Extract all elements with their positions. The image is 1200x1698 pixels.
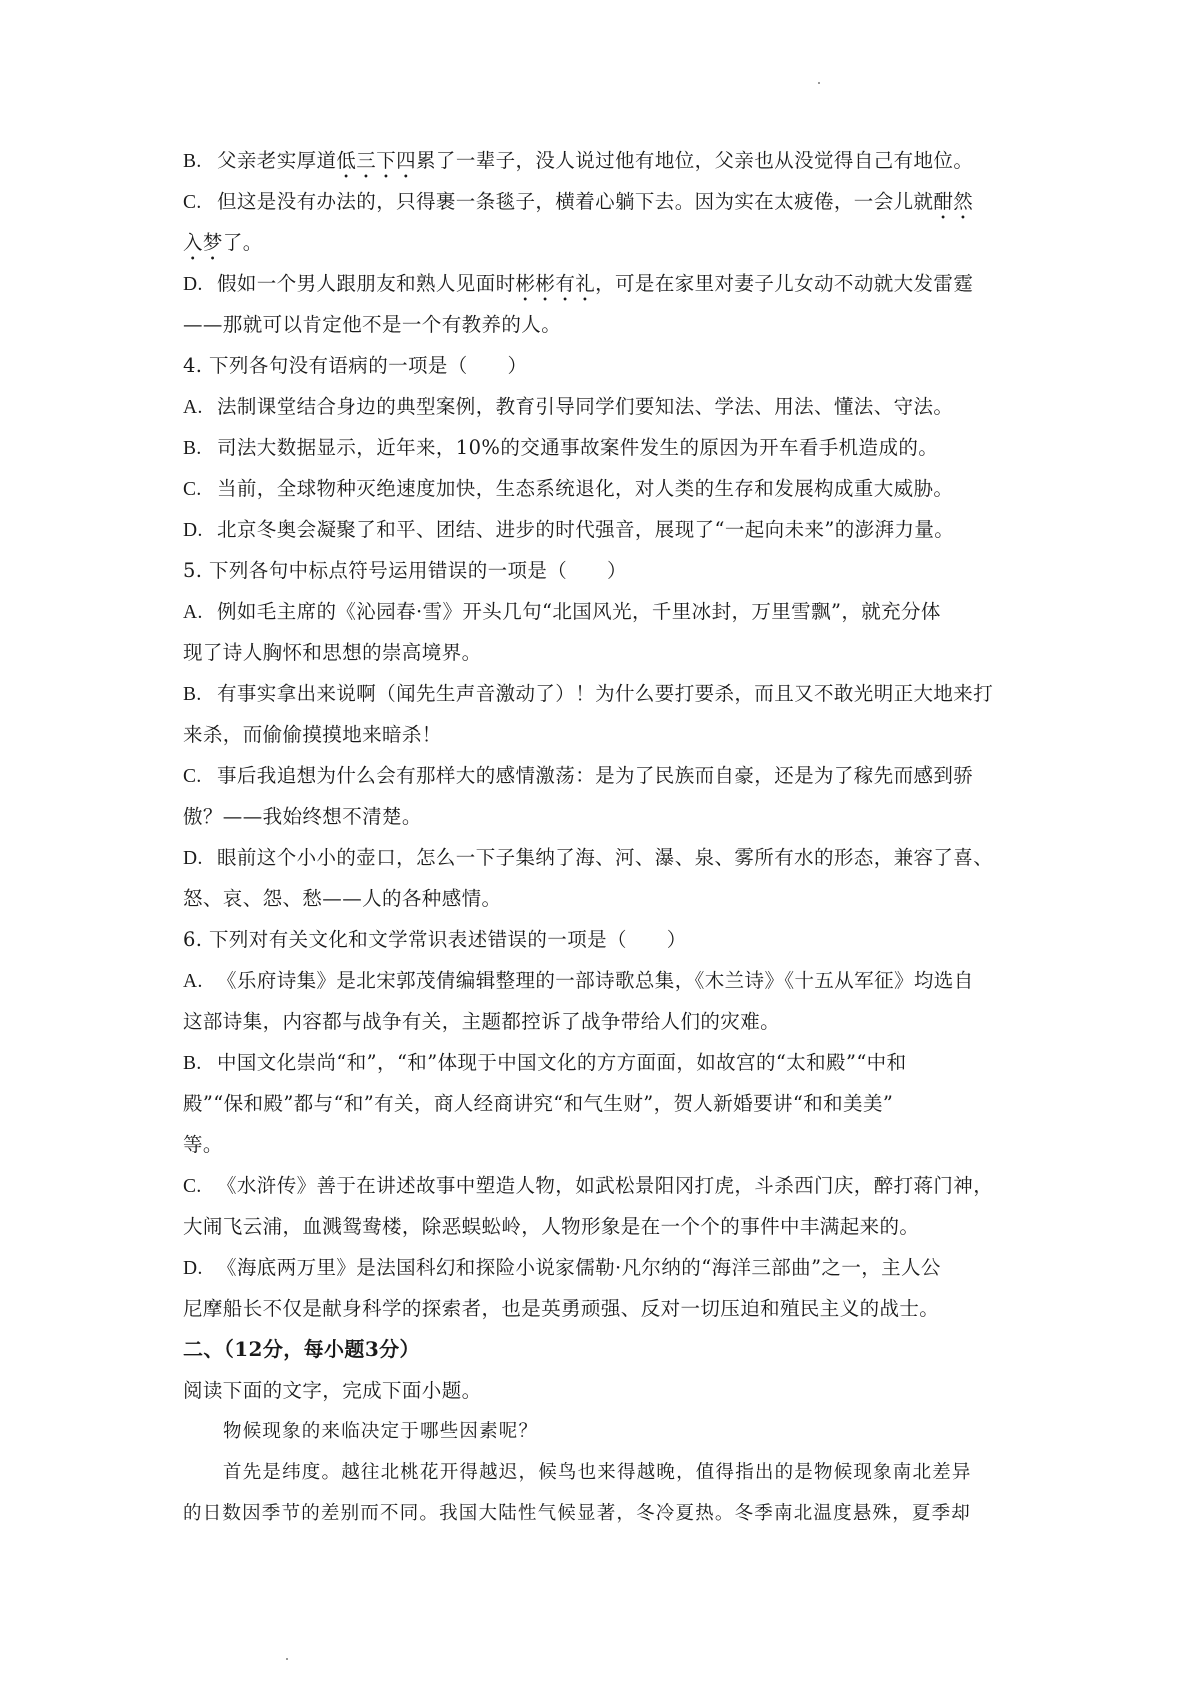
q6-option-b: B. 中国文化崇尚“和”，“和”体现于中国文化的方方面面，如故宫的“太和殿”“中和 [183, 1051, 907, 1074]
section-title: 二、（12分，每小题3分） [183, 1337, 420, 1361]
q5-option-b-cont: 来杀，而偷偷摸摸地来暗杀！ [183, 723, 442, 746]
q6-option-d: D. 《海底两万里》是法国科幻和探险小说家儒勒·凡尔纳的“海洋三部曲”之一，主人公 [183, 1256, 941, 1279]
q6-option-c: C. 《水浒传》善于在讲述故事中塑造人物，如武松景阳冈打虎，斗杀西门庆，醉打蒋门神， [183, 1174, 994, 1197]
emphasized-phrase: 彬彬有礼 [515, 272, 596, 295]
q4-option-b: B. 司法大数据显示，近年来，10%的交通事故案件发生的原因为开车看手机造成的。 [183, 436, 939, 459]
q5-option-c-cont: 傲？——我始终想不清楚。 [183, 805, 422, 828]
q5-option-d-cont: 怒、哀、怨、愁——人的各种感情。 [183, 887, 502, 910]
page-content [183, 140, 1033, 1534]
q6-stem: 6. 下列对有关文化和文学常识表述错误的一项是（ ） [183, 928, 687, 951]
section-instruction: 阅读下面的文字，完成下面小题。 [183, 1379, 482, 1402]
q5-option-d: D. 眼前这个小小的壶口，怎么一下子集纳了海、河、瀑、泉、雾所有水的形态，兼容了喜、 [183, 846, 994, 869]
q6-option-d-cont: 尼摩船长不仅是献身科学的探索者，也是英勇顽强、反对一切压迫和殖民主义的战士。 [183, 1297, 940, 1320]
q4-option-a: A. 法制课堂结合身边的典型案例，教育引导同学们要知法、学法、用法、懂法、守法。 [183, 395, 954, 418]
q3-option-c: C. 但这是没有办法的，只得裹一条毯子，横着心躺下去。因为实在太疲倦，一会儿就酣然 [183, 190, 974, 213]
q5-option-a-cont: 现了诗人胸怀和思想的崇高境界。 [183, 641, 482, 664]
q5-stem: 5. 下列各句中标点符号运用错误的一项是（ ） [183, 559, 627, 582]
q3-option-d-cont: ——那就可以肯定他不是一个有教养的人。 [183, 313, 562, 336]
passage-paragraph-cont: 的日数因季节的差别而不同。我国大陆性气候显著，冬冷夏热。冬季南北温度悬殊，夏季却 [183, 1503, 972, 1524]
emphasized-phrase: 入梦 [183, 231, 223, 254]
q5-option-b: B. 有事实拿出来说啊（闻先生声音激动了）！为什么要打要杀，而且又不敢光明正大地来打 [183, 682, 994, 705]
q5-option-c: C. 事后我追想为什么会有那样大的感情激荡：是为了民族而自豪，还是为了稼先而感到骄 [183, 764, 974, 787]
q6-option-b-cont2: 等。 [183, 1133, 223, 1156]
q6-option-a: A. 《乐府诗集》是北宋郭茂倩编辑整理的一部诗歌总集，《木兰诗》《十五从军征》均选自 [183, 969, 974, 992]
emphasized-phrase: 低三下四 [336, 149, 417, 172]
q3-option-d: D. 假如一个男人跟朋友和熟人见面时彬彬有礼，可是在家里对妻子儿女动不动就大发雷霆 [183, 272, 974, 295]
scan-speck [286, 1658, 288, 1660]
emphasized-phrase: 酣然 [933, 190, 974, 213]
q6-option-b-cont: 殿”“保和殿”都与“和”有关，商人经商讲究“和气生财”，贺人新婚要讲“和和美美” [183, 1092, 894, 1115]
q6-option-a-cont: 这部诗集，内容都与战争有关，主题都控诉了战争带给人们的灾难。 [183, 1010, 781, 1033]
scan-speck [818, 82, 820, 84]
q3-option-b: B. 父亲老实厚道低三下四累了一辈子，没人说过他有地位，父亲也从没觉得自己有地位。 [183, 149, 974, 172]
q5-option-a: A. 例如毛主席的《沁园春·雪》开头几句“北国风光，千里冰封，万里雪飘”，就充分体 [183, 600, 941, 623]
passage-paragraph: 首先是纬度。越往北桃花开得越迟，候鸟也来得越晚，值得指出的是物候现象南北差异 [223, 1462, 972, 1483]
q6-option-c-cont: 大闹飞云浦，血溅鸳鸯楼，除恶蜈蚣岭，人物形象是在一个个的事件中丰满起来的。 [183, 1215, 920, 1238]
q4-option-d: D. 北京冬奥会凝聚了和平、团结、进步的时代强音，展现了“一起向未来”的澎湃力量。 [183, 518, 955, 541]
passage-paragraph: 物候现象的来临决定于哪些因素呢？ [223, 1421, 539, 1442]
q3-option-c-cont: 入梦了。 [183, 231, 263, 254]
q4-stem: 4. 下列各句没有语病的一项是（ ） [183, 354, 528, 377]
q4-option-c: C. 当前，全球物种灭绝速度加快，生态系统退化，对人类的生存和发展构成重大威胁。 [183, 477, 954, 500]
